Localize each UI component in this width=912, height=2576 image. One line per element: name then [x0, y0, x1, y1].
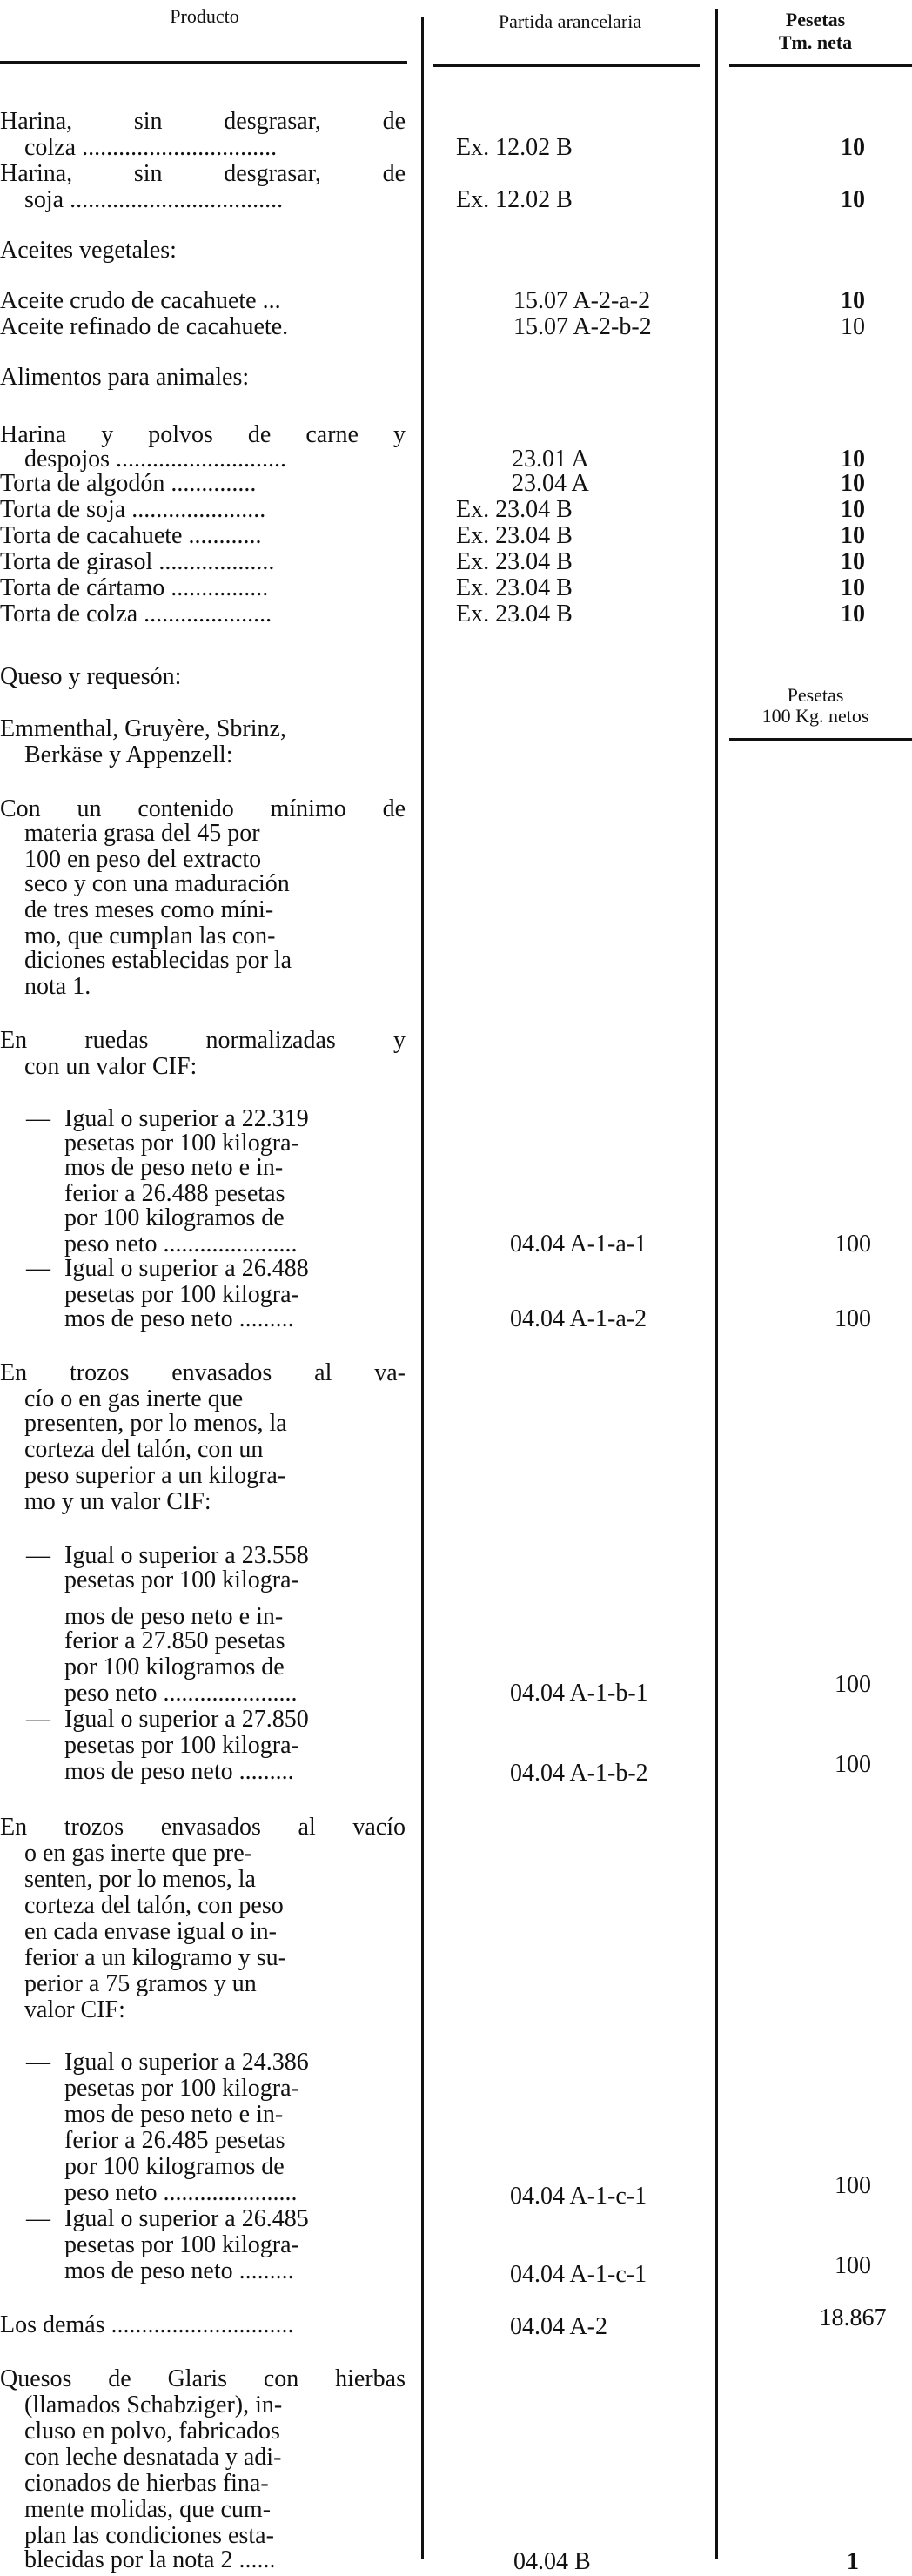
- group-b-title: corteza del talón, con un: [24, 1436, 264, 1463]
- item-line: Igual o superior a 24.386: [64, 2049, 309, 2076]
- item-line: pesetas por 100 kilogra-: [64, 2231, 299, 2258]
- product-line: Torta de colza .....................: [0, 600, 272, 627]
- dash-bullet: —: [26, 1255, 50, 1282]
- product-line: Harina y polvos de carne y: [0, 421, 406, 448]
- tariff-code: 23.01 A: [512, 446, 589, 473]
- item-line: por 100 kilogramos de: [64, 1654, 285, 1680]
- header-underline-pesetas: [729, 64, 912, 67]
- tariff-code: Ex. 23.04 B: [456, 574, 573, 601]
- group-c-title: en cada envase igual o in-: [24, 1918, 277, 1945]
- group-c-title: corteza del talón, con peso: [24, 1892, 284, 1919]
- condition-line: materia grasa del 45 por: [24, 820, 260, 847]
- group-b-title: presenten, por lo menos, la: [24, 1410, 287, 1437]
- item-line: pesetas por 100 kilogra-: [64, 1566, 299, 1593]
- tariff-code: 04.04 A-1-a-2: [510, 1305, 647, 1332]
- tariff-code: 04.04 B: [513, 2548, 591, 2575]
- item-line: pesetas por 100 kilogra-: [64, 1732, 299, 1759]
- tariff-code: 04.04 A-1-c-1: [510, 2183, 647, 2210]
- group-b-title: mo y un valor CIF:: [24, 1488, 211, 1515]
- item-line: mos de peso neto .........: [64, 2257, 294, 2284]
- condition-line: seco y con una maduración: [24, 870, 290, 897]
- tariff-code: Ex. 23.04 B: [456, 496, 573, 523]
- dash-bullet: —: [26, 2049, 50, 2076]
- condition-line: Con un contenido mínimo de: [0, 795, 406, 822]
- product-line: soja ...................................: [24, 186, 284, 213]
- header-underline-partida: [433, 64, 700, 67]
- tariff-value: 10: [841, 548, 865, 575]
- glaris-line: blecidas por la nota 2 ......: [24, 2546, 276, 2573]
- tariff-code: 23.04 A: [512, 470, 589, 497]
- item-line: Igual o superior a 26.485: [64, 2205, 309, 2232]
- tariff-code: 04.04 A-1-b-2: [510, 1760, 648, 1787]
- glaris-line: (llamados Schabziger), in-: [24, 2392, 283, 2418]
- item-line: por 100 kilogramos de: [64, 1204, 285, 1231]
- item-line: ferior a 26.488 pesetas: [64, 1180, 285, 1207]
- group-c-title: En trozos envasados al vacío: [0, 1814, 406, 1841]
- header-100kg-netos: 100 Kg. netos: [761, 705, 869, 727]
- glaris-line: Quesos de Glaris con hierbas: [0, 2365, 406, 2392]
- header-pesetas-kg: Pesetas: [787, 684, 844, 706]
- tariff-value: 100: [835, 1305, 871, 1332]
- glaris-line: cluso en polvo, fabricados: [24, 2418, 280, 2445]
- header-partida: Partida arancelaria: [498, 10, 642, 32]
- glaris-line: mente molidas, que cum-: [24, 2496, 272, 2523]
- product-line: Torta de algodón ..............: [0, 470, 257, 497]
- tariff-value: 10: [841, 446, 865, 473]
- section-heading-queso: Queso y requesón:: [0, 663, 182, 690]
- condition-line: mo, que cumplan las con-: [24, 922, 276, 949]
- tariff-value: 10: [841, 287, 865, 314]
- header-producto: Producto: [170, 5, 239, 27]
- column-divider-2: [715, 9, 718, 2559]
- tariff-code: 15.07 A-2-a-2: [513, 287, 651, 314]
- group-c-title: perior a 75 gramos y un: [24, 1970, 257, 1997]
- group-b-title: peso superior a un kilogra-: [24, 1462, 286, 1489]
- item-line: Igual o superior a 23.558: [64, 1542, 309, 1569]
- tariff-value: 100: [835, 1231, 871, 1258]
- item-line: peso neto ......................: [64, 1680, 298, 1707]
- item-line: mos de peso neto .........: [64, 1305, 294, 1332]
- header-pesetas-tm: Pesetas: [785, 9, 846, 30]
- tariff-code: Ex. 12.02 B: [456, 186, 573, 213]
- column-divider-1: [421, 17, 424, 2559]
- tariff-value: 10: [841, 313, 865, 340]
- condition-line: de tres meses como míni-: [24, 896, 274, 923]
- tariff-code: Ex. 23.04 B: [456, 548, 573, 575]
- tariff-code: Ex. 12.02 B: [456, 134, 573, 161]
- product-line: Torta de cacahuete ............: [0, 522, 262, 549]
- tariff-value: 10: [841, 496, 865, 523]
- glaris-line: plan las condiciones esta-: [24, 2522, 274, 2549]
- item-line: ferior a 27.850 pesetas: [64, 1627, 285, 1654]
- condition-line: diciones establecidas por la: [24, 947, 292, 974]
- tariff-value: 10: [841, 470, 865, 497]
- tariff-code: 04.04 A-1-b-1: [510, 1680, 648, 1707]
- product-line: Torta de soja ......................: [0, 496, 266, 523]
- item-line: mos de peso neto e in-: [64, 2101, 284, 2128]
- condition-line: 100 en peso del extracto: [24, 846, 262, 873]
- group-b-title: cío o en gas inerte que: [24, 1385, 244, 1412]
- tariff-value: 10: [841, 574, 865, 601]
- item-line: ferior a 26.485 pesetas: [64, 2127, 285, 2154]
- group-c-title: ferior a un kilogramo y su-: [24, 1944, 286, 1971]
- group-c-title: o en gas inerte que pre-: [24, 1840, 252, 1867]
- tariff-value: 10: [841, 186, 865, 213]
- item-line: pesetas por 100 kilogra-: [64, 2075, 299, 2102]
- dash-bullet: —: [26, 1706, 50, 1733]
- header-tm-neta: Tm. neta: [778, 31, 853, 53]
- group-c-title: senten, por lo menos, la: [24, 1866, 256, 1893]
- item-line: pesetas por 100 kilogra-: [64, 1281, 299, 1308]
- product-line: Aceite crudo de cacahuete ...: [0, 287, 281, 314]
- section-heading-aceites: Aceites vegetales:: [0, 237, 177, 264]
- item-line: mos de peso neto e in-: [64, 1603, 284, 1630]
- tariff-value: 100: [835, 2172, 871, 2199]
- tariff-value: 100: [835, 1751, 871, 1778]
- product-line: despojos ............................: [24, 446, 286, 473]
- section-heading-alimentos: Alimentos para animales:: [0, 364, 250, 391]
- glaris-line: con leche desnatada y adi-: [24, 2444, 282, 2471]
- group-a-title: En ruedas normalizadas y: [0, 1027, 406, 1054]
- glaris-line: cionados de hierbas fina-: [24, 2470, 269, 2497]
- tariff-code: Ex. 23.04 B: [456, 522, 573, 549]
- product-line: Harina, sin desgrasar, de: [0, 160, 406, 187]
- item-line: Igual o superior a 22.319: [64, 1105, 309, 1132]
- tariff-code: 04.04 A-1-a-1: [510, 1231, 647, 1258]
- dash-bullet: —: [26, 1105, 50, 1132]
- item-line: peso neto ......................: [64, 1231, 298, 1258]
- tariff-value: 18.867: [819, 2304, 887, 2331]
- item-line: por 100 kilogramos de: [64, 2153, 285, 2180]
- tariff-value: 1: [847, 2548, 859, 2575]
- item-line: pesetas por 100 kilogra-: [64, 1130, 299, 1157]
- others-line: Los demás ..............................: [0, 2311, 294, 2338]
- product-line: Harina, sin desgrasar, de: [0, 108, 406, 135]
- tariff-code: 04.04 A-2: [510, 2313, 607, 2340]
- dash-bullet: —: [26, 1542, 50, 1569]
- tariff-value: 100: [835, 2252, 871, 2279]
- tariff-value: 10: [841, 522, 865, 549]
- product-line: Torta de girasol ...................: [0, 548, 275, 575]
- product-line: Aceite refinado de cacahuete.: [0, 313, 289, 340]
- tariff-code: Ex. 23.04 B: [456, 600, 573, 627]
- group-c-title: valor CIF:: [24, 1996, 125, 2023]
- tariff-value: 100: [835, 1671, 871, 1698]
- item-line: mos de peso neto .........: [64, 1758, 294, 1785]
- tariff-code: 04.04 A-1-c-1: [510, 2261, 647, 2288]
- tariff-code: 15.07 A-2-b-2: [513, 313, 652, 340]
- group-a-title: con un valor CIF:: [24, 1053, 198, 1080]
- item-line: mos de peso neto e in-: [64, 1154, 284, 1181]
- item-line: Igual o superior a 27.850: [64, 1706, 309, 1733]
- cheese-intro-line: Berkäse y Appenzell:: [24, 741, 233, 768]
- product-line: colza ................................: [24, 134, 278, 161]
- product-line: Torta de cártamo ................: [0, 574, 269, 601]
- tariff-value: 10: [841, 134, 865, 161]
- header-underline-pesetas-kg: [729, 738, 912, 741]
- condition-line: nota 1.: [24, 973, 91, 1000]
- dash-bullet: —: [26, 2205, 50, 2232]
- item-line: Igual o superior a 26.488: [64, 1255, 309, 1282]
- group-b-title: En trozos envasados al va-: [0, 1359, 406, 1386]
- header-underline-producto: [0, 61, 407, 64]
- cheese-intro-line: Emmenthal, Gruyère, Sbrinz,: [0, 715, 286, 742]
- item-line: peso neto ......................: [64, 2179, 298, 2206]
- tariff-value: 10: [841, 600, 865, 627]
